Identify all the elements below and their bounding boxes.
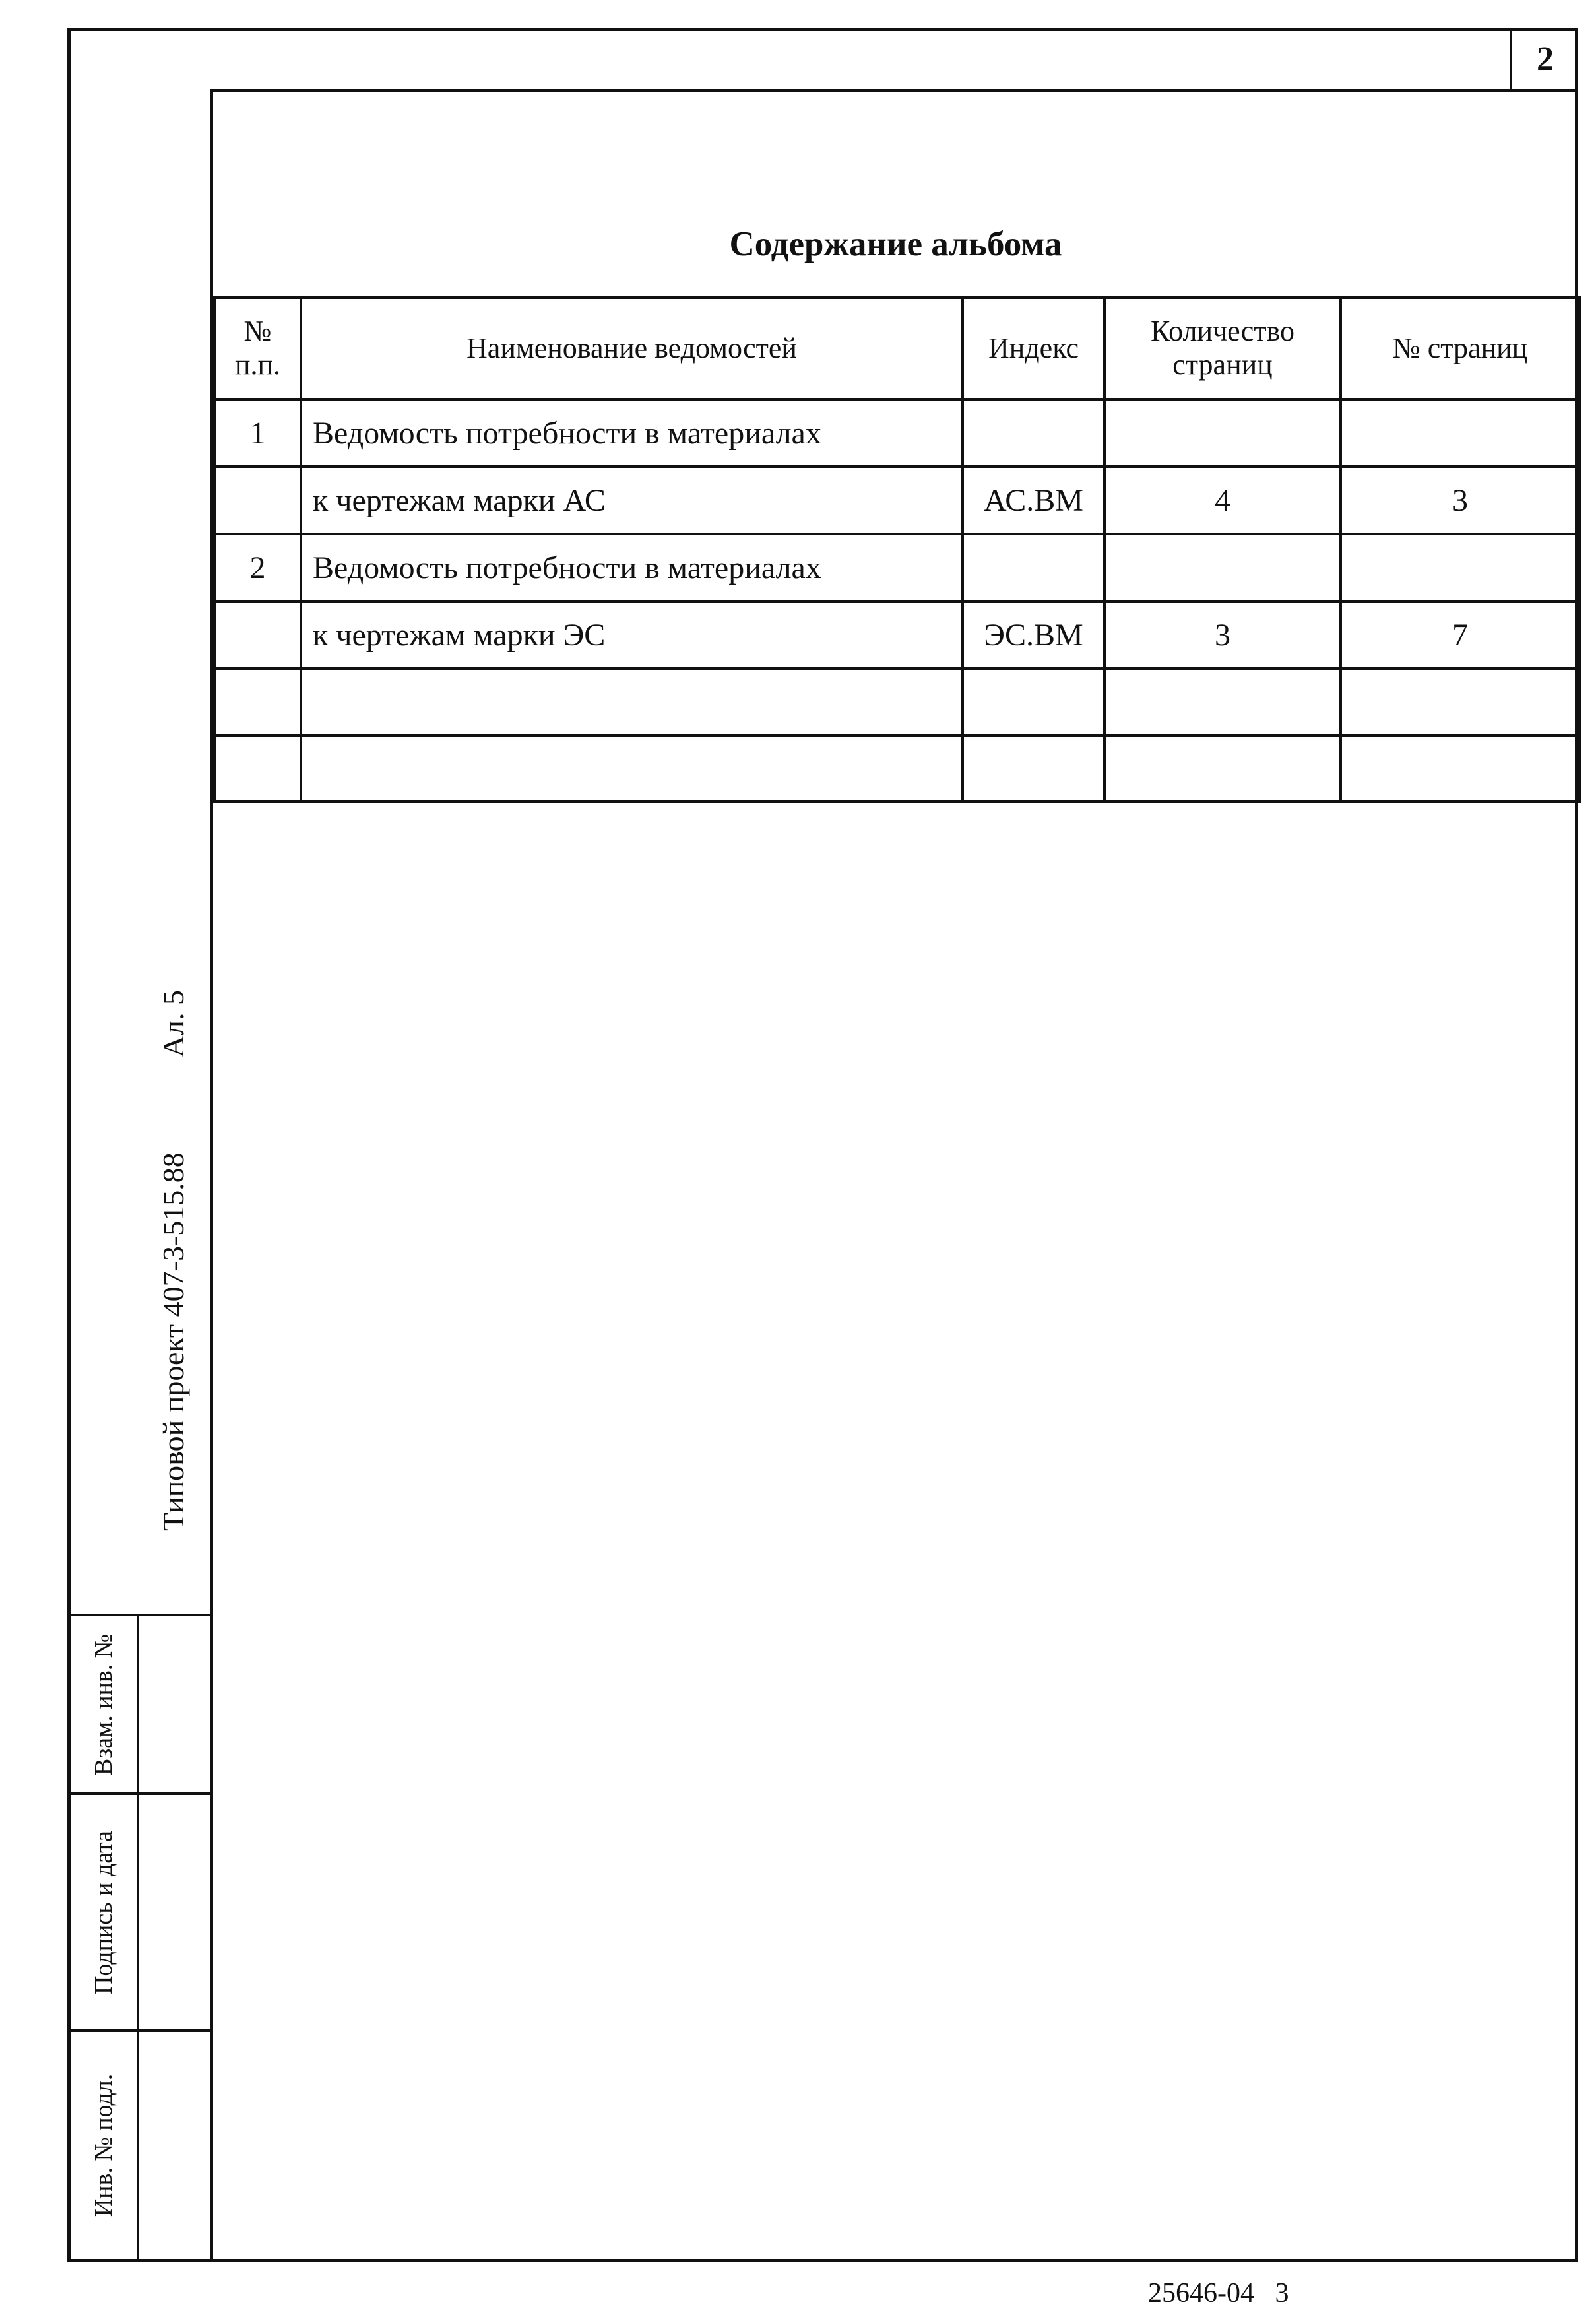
cell-number (214, 669, 301, 736)
stamp-cell-vzam (71, 1616, 137, 1792)
cell-number: 2 (214, 534, 301, 601)
cell-page-count: 4 (1104, 467, 1341, 534)
col-header-page-numbers: № страниц (1341, 298, 1580, 399)
table-header-row (214, 298, 1580, 399)
cell-page-count (1104, 534, 1341, 601)
cell-index: ЭС.ВМ (963, 601, 1104, 669)
cell-page-number: 7 (1341, 601, 1580, 669)
col-header-page-count-text: Количество страниц (1150, 315, 1295, 381)
col-header-index: Индекс (963, 298, 1104, 399)
page-title: Содержание альбома (729, 225, 1062, 263)
table-row (214, 736, 1580, 802)
album-number: Ал. 5 (156, 990, 190, 1058)
table-row (214, 669, 1580, 736)
stamp-cell-podpis (71, 1795, 137, 2029)
cell-index: АС.ВМ (963, 467, 1104, 534)
frame-inner-top-line (210, 89, 1578, 92)
cell-page-count (1104, 669, 1341, 736)
cell-name (301, 736, 963, 802)
cell-number: 1 (214, 399, 301, 467)
cell-index (963, 534, 1104, 601)
cell-name: Ведомость потребности в материалах (301, 534, 963, 601)
cell-page-number (1341, 399, 1580, 467)
col-header-number-text: № п.п. (234, 315, 281, 381)
sheet-number: 2 (1510, 28, 1578, 92)
stamp-label-vzam: Взам. инв. № (90, 1633, 117, 1775)
col-header-number (214, 298, 301, 399)
stamp-label-inv: Инв. № подл. (90, 2073, 117, 2217)
cell-index (963, 669, 1104, 736)
project-code: Типовой проект 407-3-515.88 (156, 1152, 190, 1531)
cell-name: к чертежам марки ЭС (301, 601, 963, 669)
table-row (214, 601, 1580, 669)
side-project-title-text (154, 990, 193, 1531)
cell-page-number (1341, 669, 1580, 736)
footer-code (1148, 2273, 1412, 2313)
cell-number (214, 601, 301, 669)
col-header-page-count (1104, 298, 1341, 399)
col-header-name: Наименование ведомостей (301, 298, 963, 399)
stamp-label-podpis: Подпись и дата (90, 1830, 117, 1994)
cell-index (963, 736, 1104, 802)
cell-page-number (1341, 534, 1580, 601)
cell-name: Ведомость потребности в материалах (301, 399, 963, 467)
cell-page-number: 3 (1341, 467, 1580, 534)
cell-number (214, 736, 301, 802)
table-row (214, 534, 1580, 601)
contents-table (213, 296, 1581, 803)
cell-name: к чертежам марки АС (301, 467, 963, 534)
cell-page-count (1104, 399, 1341, 467)
cell-page-count: 3 (1104, 601, 1341, 669)
stamp-divider (137, 1614, 139, 2262)
side-project-title (137, 990, 210, 1531)
footer-code-text: 25646-04 3 (1148, 2278, 1289, 2308)
cell-page-number (1341, 736, 1580, 802)
cell-index (963, 399, 1104, 467)
table-row (214, 467, 1580, 534)
cell-number (214, 467, 301, 534)
cell-page-count (1104, 736, 1341, 802)
stamp-cell-inv (71, 2032, 137, 2259)
cell-name (301, 669, 963, 736)
table-row (214, 399, 1580, 467)
